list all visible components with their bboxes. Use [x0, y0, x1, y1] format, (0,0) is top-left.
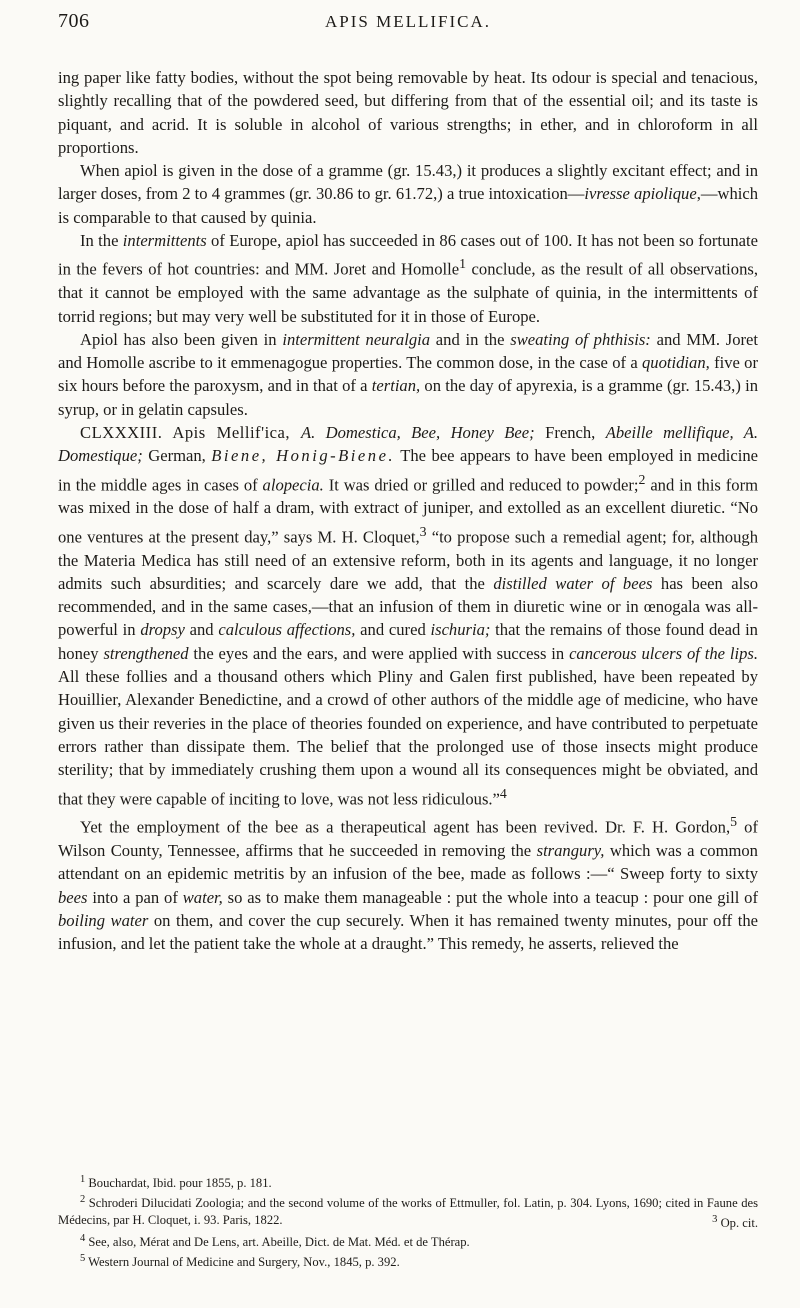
footnote-mark: 3 [712, 1213, 718, 1225]
text-run: that the remains of those found dead in honey [58, 620, 758, 663]
footnote-ref[interactable]: 4 [499, 785, 507, 801]
text-run: “to propose such a remedial agent; for, although the Materia Medica has still need of an extensive reform, both in its agents and language, it no longer admits such absurdities; and scarcely dare we add, that the [58, 527, 758, 593]
text-run: and MM. Joret and Homolle ascribe to it emmenagogue properties. The common dose, in the case of a [58, 329, 759, 373]
italic-run: alopecia. [262, 475, 324, 495]
text-run: Yet the employment of the bee as a therapeutical agent has been revived. Dr. F. H. Gordon, [80, 817, 731, 837]
italic-run: tertian, [371, 376, 421, 396]
body-text [58, 66, 758, 956]
italic-run: ischuria; [430, 620, 491, 640]
footnote-5 [58, 1251, 758, 1271]
text-run: so as to make them manageable : put the whole into a teacup : pour one gill of [222, 887, 758, 907]
italic-run: Abeille mellifique, A. Domestique; [58, 422, 758, 466]
italic-run: water, [182, 887, 223, 907]
page-header [58, 10, 758, 38]
footnote-mark: 2 [80, 1193, 86, 1205]
text-run: conclude, as the result of all observations, that it cannot be employed with the same advantage as the sulphate of quinia, in the intermittents of torrid regions; but may very well be substituted for it in those of Europe. [58, 259, 758, 326]
text-run: has been also recommended, and in the same cases,—that an infusion of them in diuretic wine or in œnogala was all-powerful in [58, 573, 759, 640]
italic-run: cancerous ulcers of the lips. [569, 643, 758, 663]
text-run: In the [80, 231, 123, 251]
text-run: on the day of apyrexia, is a gramme (gr. 15.43,) in syrup, or in gelatin capsules. [58, 376, 758, 419]
footnote-mark: 5 [80, 1253, 86, 1265]
italic-run: intermittents [122, 231, 207, 251]
footnote-text: Western Journal of Medicine and Surgery, Nov., 1845, p. 392. [85, 1255, 400, 1270]
paragraph-5 [58, 421, 758, 810]
text-run: ing paper like fatty bodies, without the spot being removable by heat. Its odour is special and tenacious, slightly recalling that of the powdered seed, but differing from that of the essential oil; and its taste is piquant, and acrid. It is soluble in alcohol of various strengths; in ether, and in chloroform in all proportions. [58, 68, 758, 157]
text-run: French, [534, 422, 606, 442]
book-page [58, 0, 758, 1308]
italic-run: dropsy [140, 620, 185, 640]
text-run: It was dried or grilled and reduced to powder; [323, 475, 639, 495]
italic-run: sweating of phthisis: [510, 329, 651, 349]
text-run: ,—which is comparable to that caused by quinia. [58, 184, 759, 227]
text-run: into a pan of [87, 887, 183, 907]
text-run: and in this form was mixed in the dose of half a dram, with extract of juniper, and extolled as an excellent diuretic. “No one ventures at the present day,” says M. H. Cloquet, [58, 475, 759, 547]
text-run: of Wilson County, Tennessee, affirms that he succeeded in removing the [58, 817, 758, 861]
italic-run: calculous affections, [218, 620, 356, 640]
italic-run: ivresse apiolique [584, 184, 697, 204]
paragraph-3 [58, 229, 758, 328]
paragraph-6 [58, 810, 758, 955]
text-run: five or six hours before the paroxysm, and in that of a [58, 353, 758, 396]
text-run: German, [142, 446, 212, 466]
paragraph-2 [58, 159, 758, 229]
italic-run: bees [58, 887, 88, 907]
italic-run: strangury, [536, 841, 605, 861]
text-run: and cured [355, 620, 431, 640]
text-run: and [184, 620, 219, 640]
footnote-mark: 1 [80, 1174, 86, 1185]
text-run: The bee appears to have been employed in medicine in the middle ages in cases of [58, 446, 759, 495]
footnote-ref[interactable]: 1 [459, 256, 467, 272]
section-heading: CLXXXIII. Apis Mellif'ica, [80, 422, 301, 442]
italic-run: Biene, Honig-Biene. [211, 446, 396, 466]
footnote-text: Bouchardat, Ibid. pour 1855, p. 181. [85, 1176, 272, 1191]
italic-run: intermittent neuralgia [282, 329, 431, 349]
paragraph-1 [58, 66, 758, 159]
italic-run: quotidian, [642, 353, 710, 373]
footnote-3-inline [690, 1212, 758, 1232]
footnote-text: Op. cit. [717, 1215, 758, 1230]
text-run: and in the [430, 329, 511, 349]
footnote-1 [58, 1172, 758, 1192]
paragraph-4 [58, 328, 758, 421]
italic-run: boiling water [58, 911, 149, 931]
footnote-2 [58, 1192, 758, 1228]
footnote-text: Schroderi Dilucidati Zoologia; and the second volume of the works of Ettmuller, fol. Latin, p. 304. Lyons, 1690; cited in Faune des Médecins, par H. Cloquet, i. 93. Paris, 1822. [58, 1195, 758, 1227]
text-run: When apiol is given in the dose of a gramme (gr. 15.43,) it produces a slightly excitant effect; and in larger doses, from 2 to 4 grammes (gr. 30.86 to gr. 61.72,) a true intoxication— [58, 161, 758, 204]
italic-run: distilled water of bees [493, 573, 653, 593]
text-run: of Europe, apiol has succeeded in 86 cases out of 100. It has not been so fortunate in the fevers of hot countries: and MM. Joret and Homolle [58, 231, 758, 279]
text-run: which was a common attendant on an epidemic metritis by an infusion of the bee, made as follows :—“ Sweep forty to sixty [58, 841, 758, 884]
running-head: APIS MELLIFICA. [324, 12, 491, 31]
footnote-4 [58, 1231, 758, 1251]
footnote-text: See, also, Mérat and De Lens, art. Abeille, Dict. de Mat. Méd. et de Thérap. [85, 1235, 470, 1250]
footnote-ref[interactable]: 5 [730, 814, 738, 830]
footnote-ref[interactable]: 3 [419, 523, 427, 539]
text-run: the eyes and the ears, and were applied with success in [188, 643, 570, 663]
text-run: on them, and cover the cup securely. When it has remained twenty minutes, pour off the infusion, and let the patient take the whole at a draught.” This remedy, he asserts, relieved the [58, 911, 758, 954]
text-run: Apiol has also been given in [80, 329, 283, 349]
page-number: 706 [58, 10, 90, 32]
footnotes [58, 1172, 758, 1271]
footnote-mark: 4 [80, 1233, 86, 1245]
italic-run: A. Domestica, Bee, Honey Bee; [300, 422, 535, 442]
footnote-ref[interactable]: 2 [638, 471, 646, 487]
italic-run: strengthened [103, 643, 189, 663]
text-run: All these follies and a thousand others which Pliny and Galen first published, have been repeated by Houillier, Alexander Benedictine, and a crowd of other authors of the middle age of medicine, who have given us their reveries in the place of theories founded on experience, and have contributed to perpetuate errors rather than dissipate them. The belief that the prolonged use of those insects might produce sterility; that by immediately crushing them upon a wound all its consequences might be obviated, and that they were capable of inciting to love, was not less ridiculous.” [58, 667, 758, 809]
